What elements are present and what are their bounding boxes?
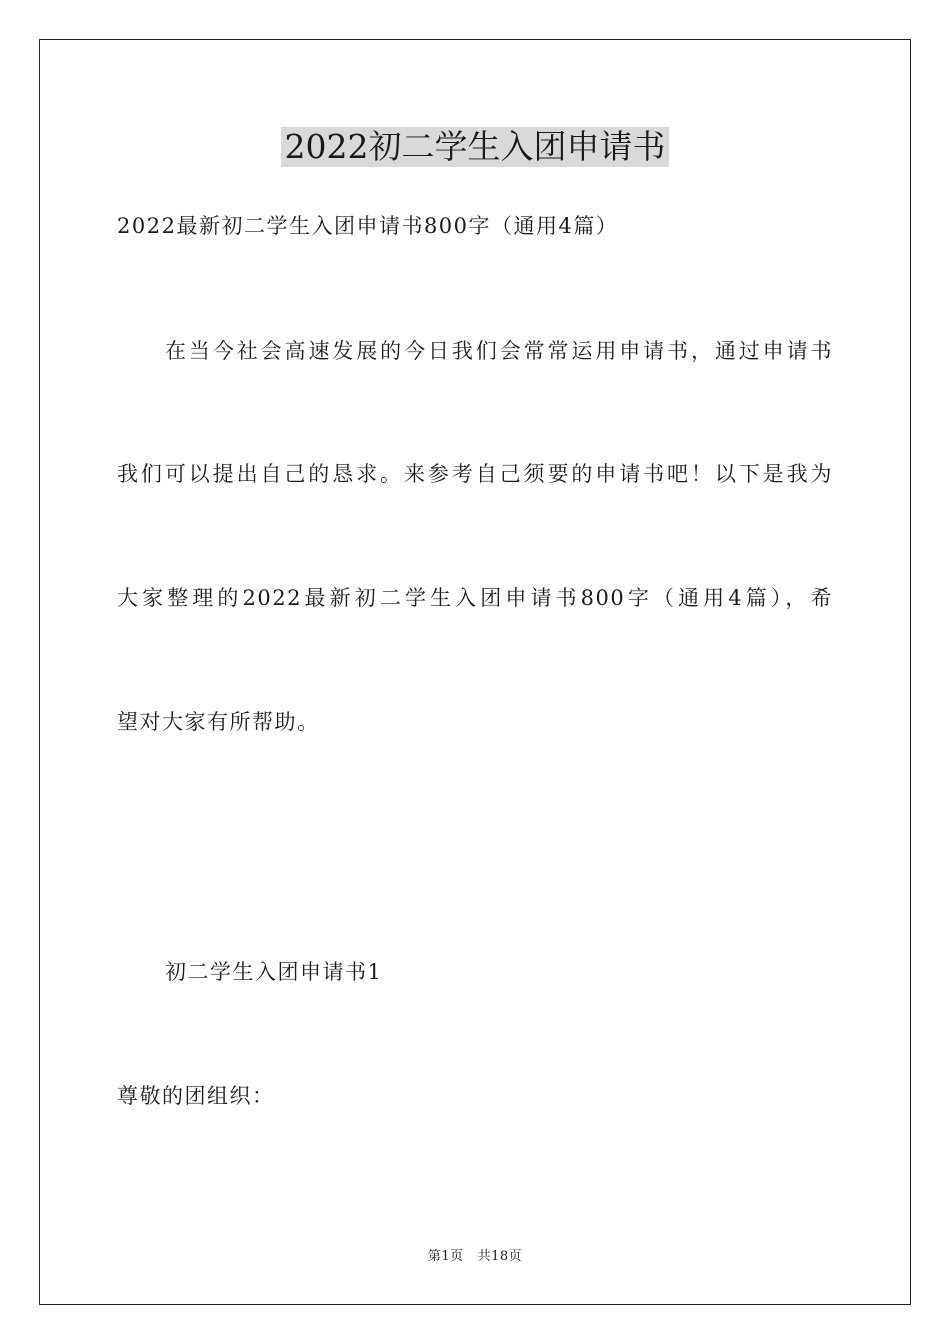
document-subtitle: 2022最新初二学生入团申请书800字（通用4篇） — [117, 214, 619, 238]
page-number: 第1页 — [427, 1249, 464, 1264]
page-total: 共18页 — [477, 1249, 523, 1264]
intro-line-4: 望对大家有所帮助。 — [117, 710, 320, 734]
intro-line-1: 在当今社会高速发展的今日我们会常常运用申请书，通过申请书 — [165, 339, 833, 363]
document-title: 2022初二学生入团申请书 — [281, 127, 670, 167]
intro-line-3: 大家整理的2022最新初二学生入团申请书800字（通用4篇），希 — [117, 586, 833, 610]
section-heading: 初二学生入团申请书1 — [165, 960, 383, 984]
salutation: 尊敬的团组织： — [117, 1084, 275, 1108]
title-container — [0, 127, 950, 167]
intro-line-2: 我们可以提出自己的恳求。来参考自己须要的申请书吧！以下是我为 — [117, 462, 833, 486]
page-footer — [0, 1248, 950, 1266]
